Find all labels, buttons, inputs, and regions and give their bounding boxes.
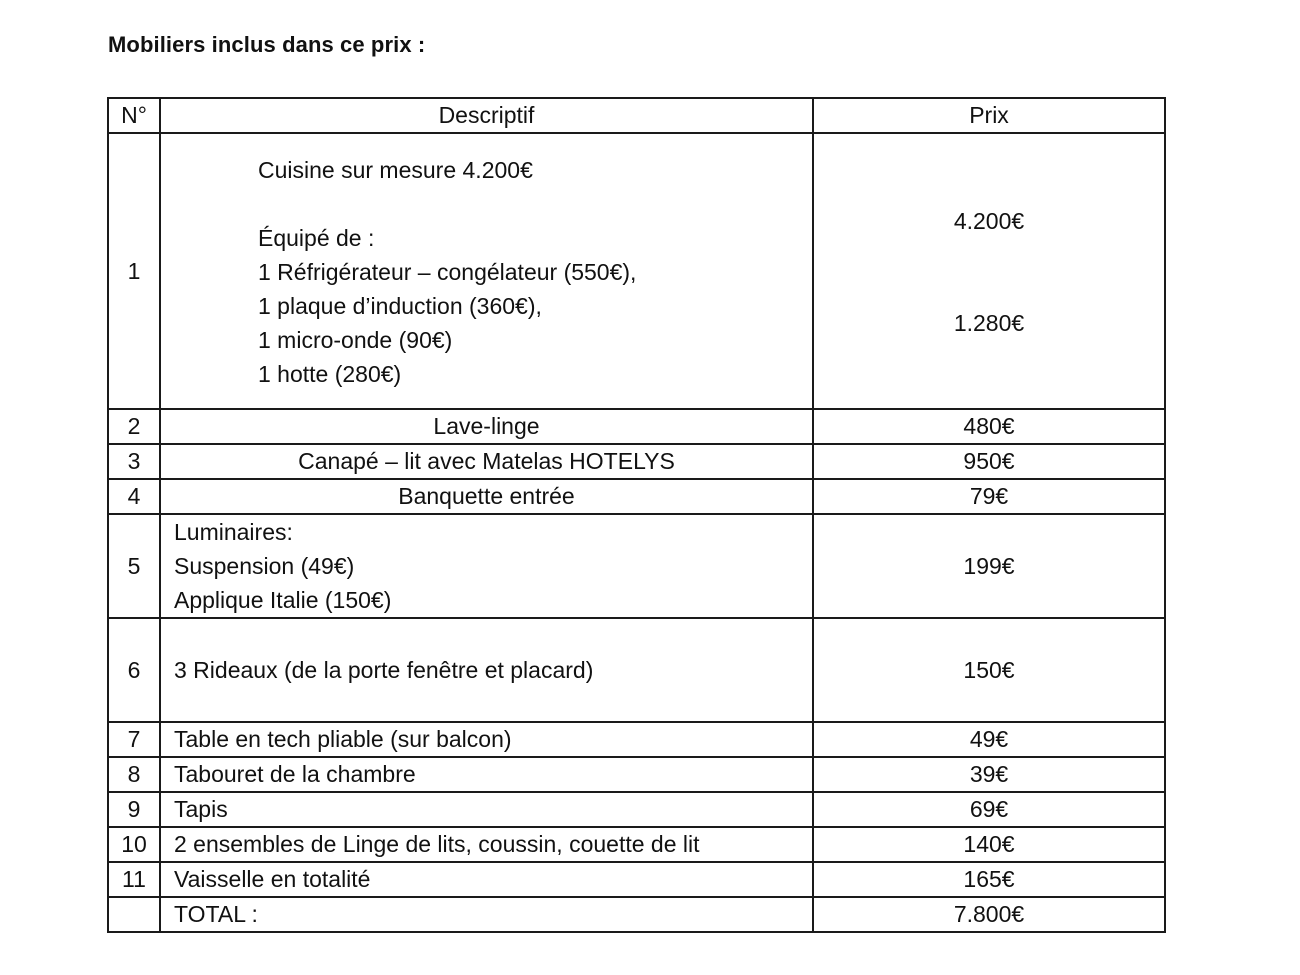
row-description: 2 ensembles de Linge de lits, coussin, couette de lit [160,827,813,862]
description-line: 1 Réfrigérateur – congélateur (550€), [258,259,637,285]
header-number: N° [108,98,160,133]
price-line: 1.280€ [953,310,1025,336]
row-number: 3 [108,444,160,479]
total-row [108,897,1165,932]
row-price: 140€ [813,827,1165,862]
description-line: Applique Italie (150€) [174,587,392,613]
description-line: Luminaires: [174,519,293,545]
row-price [813,133,1165,409]
price-line: 4.200€ [953,208,1025,234]
description-line: 1 hotte (280€) [258,361,402,387]
row-number: 4 [108,479,160,514]
table-header-row [108,98,1165,133]
row-number: 11 [108,862,160,897]
row-number: 2 [108,409,160,444]
row-description: Tabouret de la chambre [160,757,813,792]
row-description: 3 Rideaux (de la porte fenêtre et placard) [160,618,813,722]
table-row [108,862,1165,897]
row-number: 5 [108,514,160,618]
header-price: Prix [813,98,1165,133]
row-number: 6 [108,618,160,722]
description-line: Suspension (49€) [174,553,355,579]
row-number: 9 [108,792,160,827]
row-price: 39€ [813,757,1165,792]
row-description: Lave-linge [160,409,813,444]
row-price: 165€ [813,862,1165,897]
row-description: Banquette entrée [160,479,813,514]
table-row [108,618,1165,722]
row-description: Tapis [160,792,813,827]
row-price: 480€ [813,409,1165,444]
table-row [108,479,1165,514]
row-price: 950€ [813,444,1165,479]
table-row [108,757,1165,792]
description-line: 1 plaque d’induction (360€), [258,293,542,319]
row-description [160,514,813,618]
table-row [108,444,1165,479]
header-description: Descriptif [160,98,813,133]
table-row [108,514,1165,618]
row-price: 69€ [813,792,1165,827]
row-number: 1 [108,133,160,409]
total-price: 7.800€ [813,897,1165,932]
row-price: 49€ [813,722,1165,757]
total-label: TOTAL : [160,897,813,932]
row-description [160,133,813,409]
description-line: 1 micro-onde (90€) [258,327,453,353]
row-price: 199€ [813,514,1165,618]
furniture-table [107,97,1166,933]
document-heading: Mobiliers inclus dans ce prix : [108,32,426,57]
row-description: Vaisselle en totalité [160,862,813,897]
table-row [108,133,1165,409]
row-number: 10 [108,827,160,862]
row-number: 7 [108,722,160,757]
total-number-cell [108,897,160,932]
row-description: Canapé – lit avec Matelas HOTELYS [160,444,813,479]
description-line: Cuisine sur mesure 4.200€ [258,157,533,183]
table-row [108,827,1165,862]
table-row [108,409,1165,444]
table-row [108,792,1165,827]
row-description: Table en tech pliable (sur balcon) [160,722,813,757]
description-line: Équipé de : [258,225,375,251]
table-row [108,722,1165,757]
row-price: 79€ [813,479,1165,514]
row-price: 150€ [813,618,1165,722]
row-number: 8 [108,757,160,792]
